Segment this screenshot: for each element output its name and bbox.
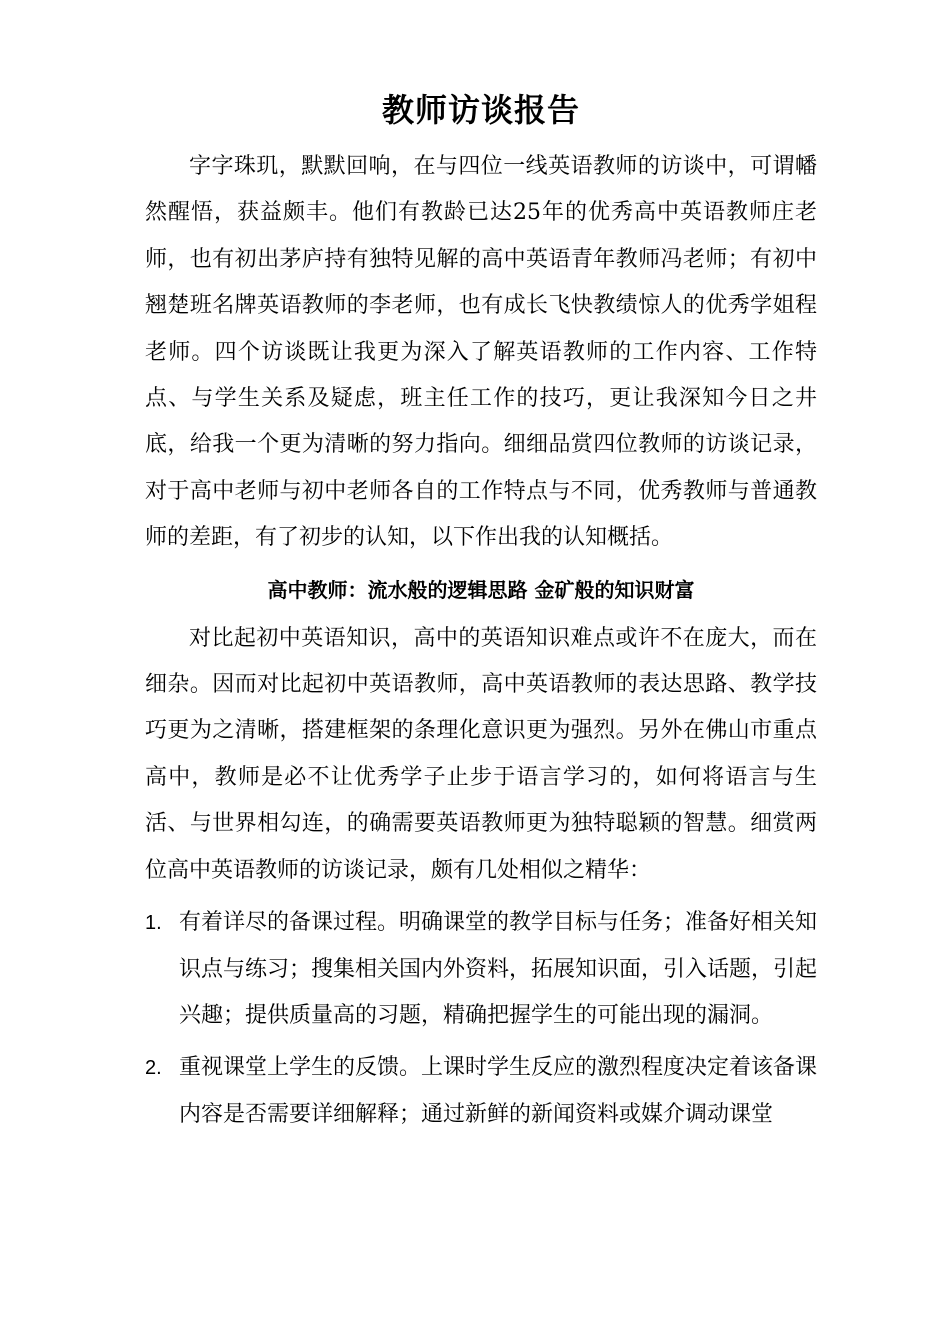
- section-heading: 高中教师：流水般的逻辑思路 金矿般的知识财富: [267, 577, 695, 602]
- list-item: [145, 900, 817, 1039]
- document-title: 教师访谈报告: [381, 91, 580, 129]
- numbered-list: [145, 900, 817, 1138]
- list-item-number: 2.: [145, 1057, 162, 1080]
- list-item: [145, 1045, 817, 1138]
- list-item-number: 1.: [145, 912, 162, 935]
- section-paragraph: 对比起初中英语知识，高中的英语知识难点或许不在庞大，而在细杂。因而对比起初中英语教师，高中英语教师的表达思路、教学技巧更为之清晰，搭建框架的条理化意识更为强烈。另外在佛山市重点高中，教师是必不让优秀学子止步于语言学习的，如何将语言与生活、与世界相勾连，的确需要英语教师更为独特聪颖的智慧。细赏两位高中英语教师的访谈记录，颇有几处相似之精华：: [145, 625, 817, 883]
- intro-paragraph: 字字珠玑，默默回响，在与四位一线英语教师的访谈中，可谓幡然醒悟，获益颇丰。他们有教龄已达25年的优秀高中英语教师庄老师，也有初出茅庐持有独特见解的高中英语青年教师冯老师；有初中翘楚班名牌英语教师的李老师，也有成长飞快教绩惊人的优秀学姐程老师。四个访谈既让我更为深入了解英语教师的工作内容、工作特点、与学生关系及疑虑，班主任工作的技巧，更让我深知今日之井底，给我一个更为清晰的努力指向。细细品赏四位教师的访谈记录，对于高中老师与初中老师各自的工作特点与不同，优秀教师与普通教师的差距，有了初步的认知，以下作出我的认知概括。: [145, 154, 817, 551]
- list-item-text: 有着详尽的备课过程。明确课堂的教学目标与任务；准备好相关知识点与练习；搜集相关国内外资料，拓展知识面，引入话题，引起兴趣；提供质量高的习题，精确把握学生的可能出现的漏洞。: [179, 910, 818, 1028]
- list-item-text: 重视课堂上学生的反馈。上课时学生反应的激烈程度决定着该备课内容是否需要详细解释；通过新鲜的新闻资料或媒介调动课堂: [179, 1055, 818, 1127]
- document-page: [145, 88, 817, 1144]
